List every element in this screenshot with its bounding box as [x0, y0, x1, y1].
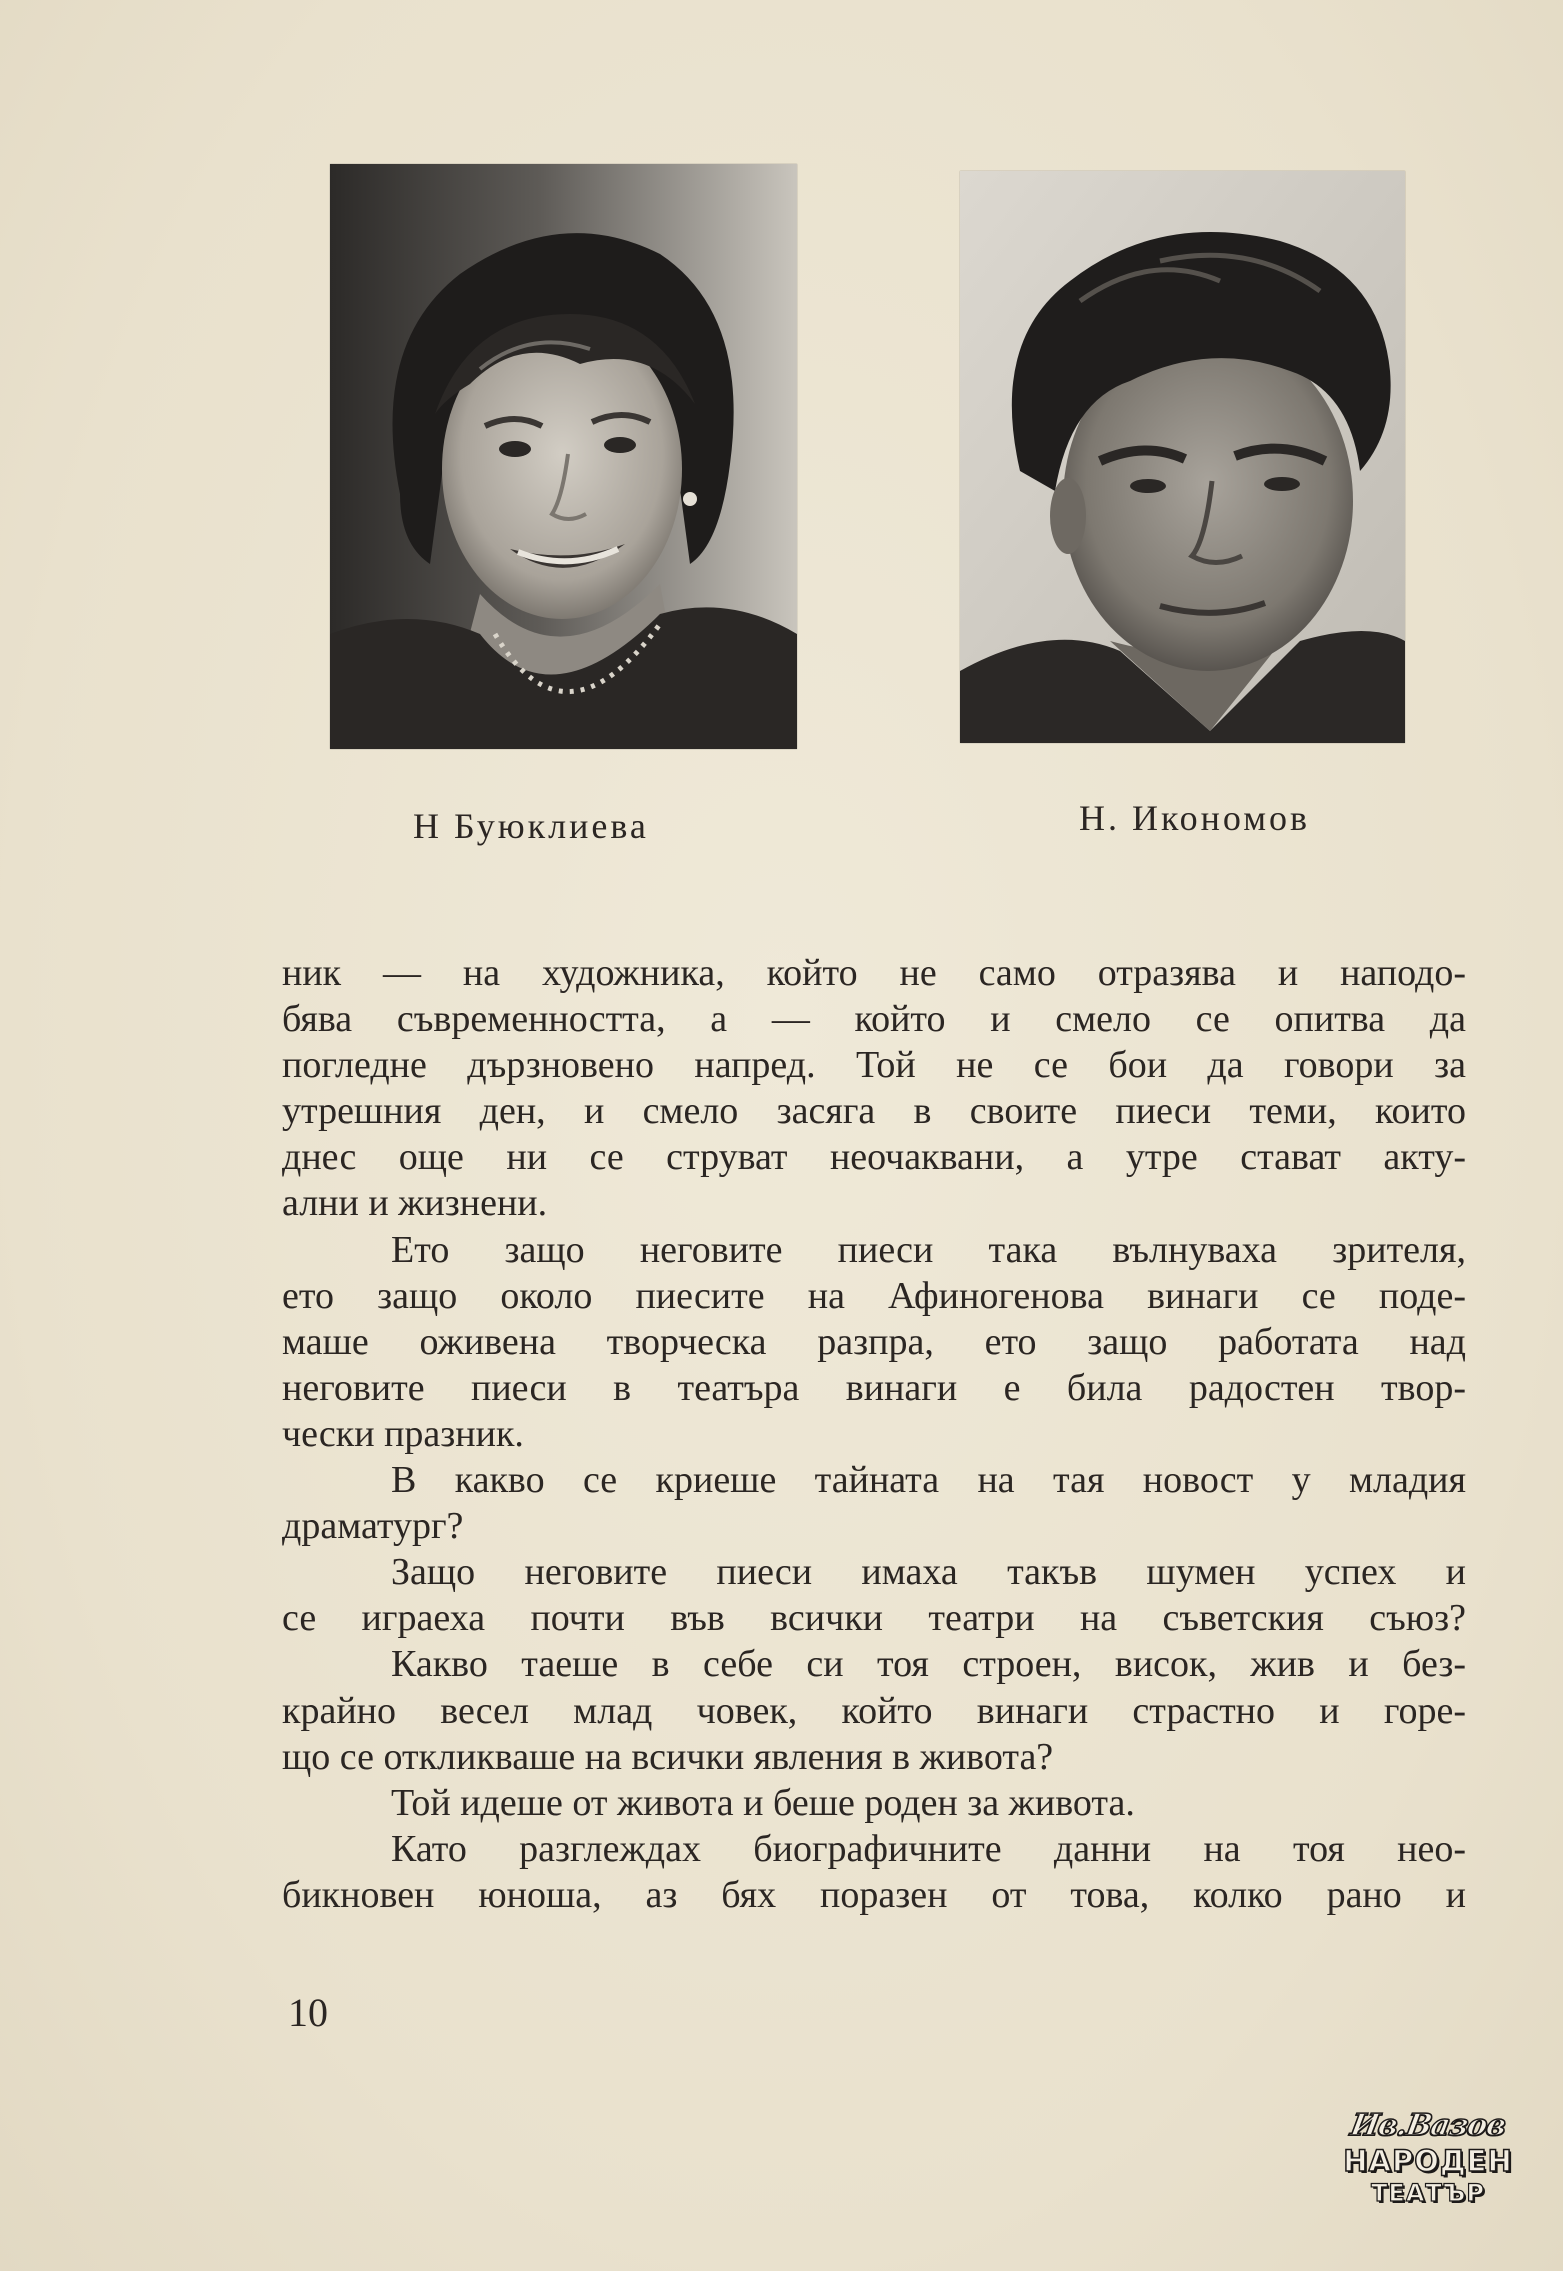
portrait-man-image — [960, 171, 1405, 743]
logo-line-1: НАРОДЕН — [1343, 2144, 1513, 2178]
text-line: погледне дързновено напред. Той не се бои да говори за — [282, 1044, 1466, 1087]
portrait-photo-right — [960, 171, 1405, 743]
text-line: Какво таеше в себе си тоя строен, висок, жив и без- — [391, 1643, 1466, 1686]
photo-caption-left: Н Буюклиева — [413, 806, 649, 846]
text-line: утрешния ден, и смело засяга в своите пиеси теми, които — [282, 1090, 1466, 1133]
national-theatre-logo-icon — [1338, 2108, 1518, 2226]
body-text — [282, 950, 1466, 1918]
portrait-photo-left — [330, 164, 797, 749]
text-line: Като разглеждах биографичните данни на тоя нео- — [391, 1827, 1466, 1870]
text-line: Ето защо неговите пиеси така вълнуваха зрителя, — [391, 1228, 1466, 1271]
logo-script-text: Ив.Вазов — [1347, 2108, 1509, 2143]
text-line: В какво се криеше тайната на тая новост у младия — [391, 1459, 1466, 1502]
portrait-woman-image — [330, 164, 797, 749]
page-number: 10 — [288, 1990, 328, 2035]
text-line: крайно весел млад човек, който винаги страстно и горе- — [282, 1689, 1466, 1732]
text-line: Той идеше от живота и беше роден за живота. — [391, 1781, 1135, 1824]
text-line: ето защо около пиесите на Афиногенова винаги се поде- — [282, 1274, 1466, 1317]
text-line: маше оживена творческа разпра, ето защо работата над — [282, 1320, 1466, 1363]
text-line: се играеха почти във всички театри на съветския съюз? — [282, 1597, 1466, 1640]
text-line: Защо неговите пиеси имаха такъв шумен успех и — [391, 1551, 1466, 1594]
text-line: неговите пиеси в театъра винаги е била радостен твор- — [282, 1366, 1466, 1409]
text-line: бява съвременността, а — който и смело се опитва да — [282, 998, 1466, 1041]
text-line: чески празник. — [282, 1412, 524, 1455]
text-line: ник — на художника, който не само отразява и наподо- — [282, 952, 1466, 994]
text-line: днес още ни се струват неочаквани, а утре стават акту- — [282, 1136, 1466, 1179]
photo-caption-right: Н. Икономов — [1079, 798, 1311, 838]
text-line: драматург? — [282, 1505, 464, 1548]
text-line: ални и жизнени. — [282, 1182, 548, 1225]
text-line: бикновен юноша, аз бях поразен от това, колко рано и — [282, 1873, 1466, 1916]
text-line: що се откликваше на всички явления в живота? — [282, 1735, 1054, 1778]
logo-line-2: ТЕАТЪР — [1371, 2179, 1485, 2207]
